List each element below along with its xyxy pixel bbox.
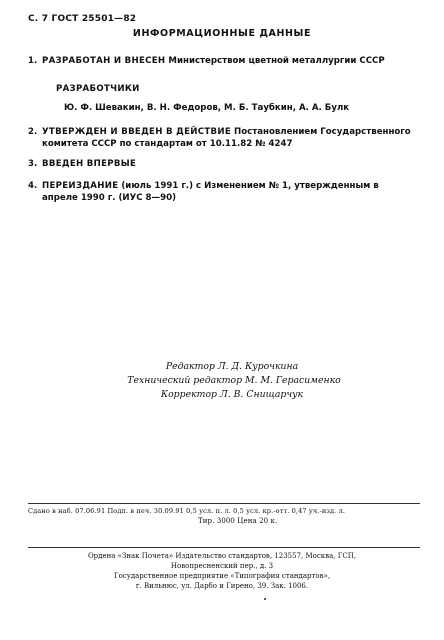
section-title: ИНФОРМАЦИОННЫЕ ДАННЫЕ [132,28,312,39]
print-speck [264,598,266,600]
info-item-4 [28,180,414,204]
printer-line-1: Ордена «Знак Почета» Издательство стандартов, 123557, Москва, ГСП, [87,552,357,560]
item-number: 3. [28,159,38,169]
printer-block [0,551,444,591]
developers-names: Ю. Ф. Шевакин, В. Н. Федоров, М. Б. Таубкин, А. А. Булк [64,103,350,113]
tech-editor-line: Технический редактор М. М. Герасименко [127,375,341,386]
printer-line-2: Новопресненский пер., д. 3 [170,562,274,570]
credits-block [0,360,444,402]
item-text: Министерством цветной металлургии СССР [165,56,385,66]
item-lead: РАЗРАБОТАН И ВНЕСЕН [42,56,166,66]
divider-top [28,503,420,504]
item-number: 1. [28,56,38,66]
item-lead: ПЕРЕИЗДАНИЕ [42,181,119,191]
item-lead: УТВЕРЖДЕН И ВВЕДЕН В ДЕЙСТВИЕ [42,127,232,137]
page-header: С. 7 ГОСТ 25501—82 [28,14,137,24]
item-number: 2. [28,127,38,137]
proofreader-line: Корректор Л. В. Снищарчук [160,389,304,400]
imprint-block [28,507,420,526]
item-text: Постановлением Государственного комитета СССР по стандартам от 10.11.82 № 4247 [42,127,411,149]
developers-heading: РАЗРАБОТЧИКИ [56,84,140,94]
item-number: 4. [28,181,38,191]
imprint-line-1: Сдано в наб. 07.06.91 Подп. в печ. 30.09.91 0,5 усл. п. л. 0,5 усл. кр.-отт. 0,47 уч.-изд. л. [28,507,346,515]
item-text: (июль 1991 г.) с Изменением № 1, утвержденным в апреле 1990 г. (ИУС 8—90) [42,181,379,203]
printer-line-3: Государственное предприятие «Типография стандартов», [113,572,331,580]
info-item-2 [28,126,414,150]
printer-line-4: г. Вильнюс, ул. Дарбо и Гирено, 39. Зак. 1006. [135,582,309,590]
info-item-3 [28,158,414,170]
divider-bottom [28,547,420,548]
imprint-line-2: Тир. 3000 Цена 20 к. [198,516,278,525]
editor-line: Редактор Л. Д. Курочкина [165,361,299,372]
info-item-1 [28,55,414,67]
item-lead: ВВЕДЕН ВПЕРВЫЕ [42,159,137,169]
